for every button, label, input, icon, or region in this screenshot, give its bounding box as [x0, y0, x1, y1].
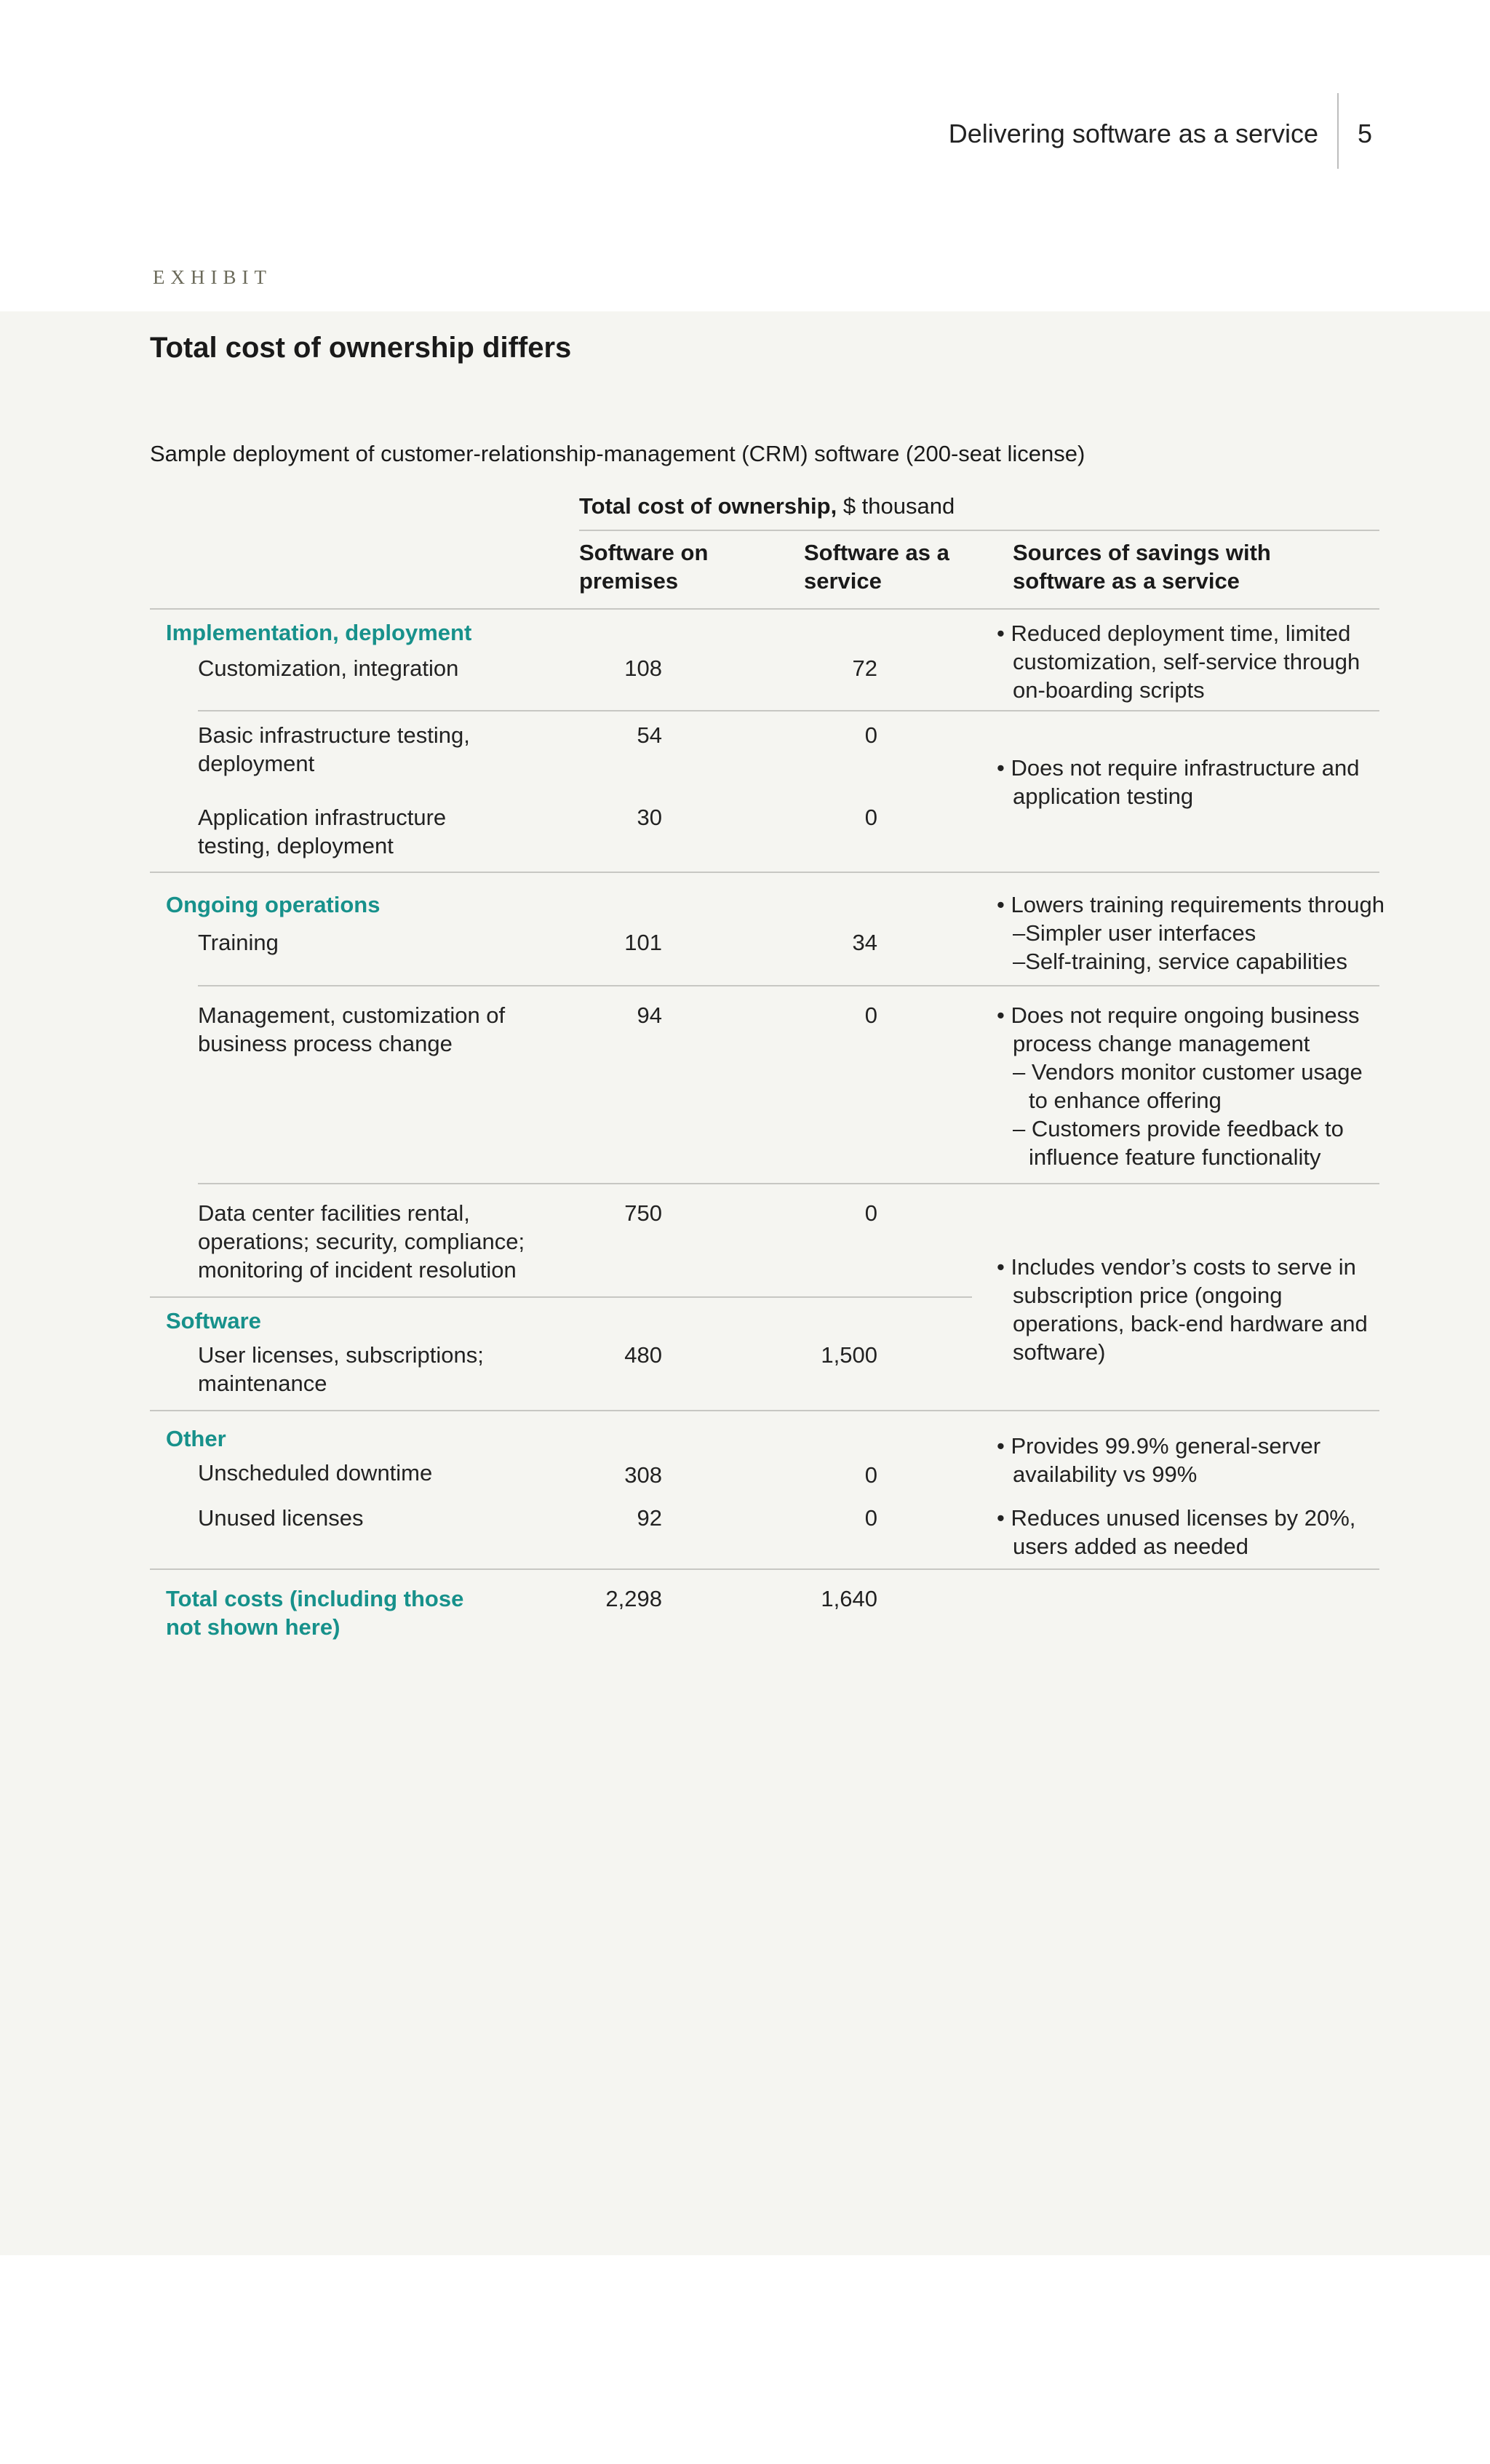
rule-mgmt — [198, 1183, 1379, 1184]
savings-subnote: – Customers provide feedback to influence feature functionality — [1013, 1116, 1344, 1170]
category-other: Other — [166, 1426, 226, 1451]
section-title: Delivering software as a service — [948, 119, 1318, 148]
row-label: Management, customization of business process change — [198, 1002, 506, 1056]
savings-note: • Lowers training requirements through — [997, 892, 1385, 917]
exhibit-title: Total cost of ownership differs — [150, 332, 572, 364]
rule-training — [198, 985, 1379, 986]
row-label: Training — [198, 930, 279, 955]
value-saas: 0 — [864, 1462, 877, 1488]
header-divider — [1337, 93, 1339, 169]
row-label: Data center facilities rental, operations; security, compliance; monitoring of incident resolution — [198, 1200, 525, 1283]
savings-note: • Reduces unused licenses by 20%, users added as needed — [997, 1505, 1356, 1559]
col-header-saas: Software as a service — [804, 540, 949, 594]
savings-subnote: – Vendors monitor customer usage to enhance offering — [1013, 1059, 1363, 1113]
rule-tco — [579, 530, 1379, 531]
exhibit-label: EXHIBIT — [153, 266, 272, 288]
value-on-premises: 308 — [624, 1462, 662, 1488]
value-on-premises: 750 — [624, 1200, 662, 1226]
value-on-premises: 101 — [624, 930, 662, 955]
tco-unit: $ thousand — [837, 493, 955, 519]
total-label: Total costs (including those not shown here) — [166, 1586, 464, 1640]
value-saas: 0 — [864, 1200, 877, 1226]
row-label: Unused licenses — [198, 1505, 364, 1531]
exhibit-subtitle: Sample deployment of customer-relationship-management (CRM) software (200-seat license) — [150, 441, 1085, 466]
value-on-premises: 92 — [637, 1505, 662, 1531]
tco-label: Total cost of ownership, — [579, 493, 837, 519]
savings-note: • Provides 99.9% general-server availability vs 99% — [997, 1433, 1321, 1487]
value-on-premises: 480 — [624, 1342, 662, 1368]
value-saas: 0 — [864, 722, 877, 748]
savings-subnote: –Simpler user interfaces — [1013, 920, 1256, 946]
value-saas: 0 — [864, 1002, 877, 1028]
category-implementation: Implementation, deployment — [166, 620, 472, 645]
col-header-on-premises: Software on premises — [579, 540, 709, 594]
rule-impl-sub — [198, 710, 1379, 711]
category-ongoing-operations: Ongoing operations — [166, 892, 381, 917]
value-saas: 0 — [864, 1505, 877, 1531]
page-number: 5 — [1357, 119, 1372, 148]
row-label: Application infrastructure testing, deployment — [198, 805, 447, 858]
savings-note: • Does not require infrastructure and application testing — [997, 755, 1360, 809]
savings-note: • Reduced deployment time, limited customization, self-service through on-boarding scripts — [997, 621, 1360, 703]
value-saas: 34 — [852, 930, 877, 955]
value-on-premises: 108 — [624, 655, 662, 681]
rule-other-end — [150, 1568, 1379, 1570]
page-header — [949, 116, 1372, 198]
value-saas: 72 — [852, 655, 877, 681]
value-saas: 1,500 — [821, 1342, 877, 1368]
tco-header — [579, 493, 955, 519]
savings-note: • Includes vendor’s costs to serve in subscription price (ongoing operations, back-end hardware and software) — [997, 1254, 1368, 1365]
savings-subnote: –Self-training, service capabilities — [1013, 949, 1348, 974]
value-saas: 0 — [864, 805, 877, 830]
row-label: Unscheduled downtime — [198, 1460, 433, 1486]
total-saas: 1,640 — [821, 1586, 877, 1611]
rule-software-end — [150, 1410, 1379, 1411]
savings-note: • Does not require ongoing business process change management — [997, 1002, 1360, 1056]
value-on-premises: 54 — [637, 722, 662, 748]
row-label: Customization, integration — [198, 655, 459, 681]
value-on-premises: 94 — [637, 1002, 662, 1028]
col-header-savings: Sources of savings with software as a service — [1013, 540, 1271, 594]
category-software: Software — [166, 1308, 261, 1333]
row-label: Basic infrastructure testing, deployment — [198, 722, 470, 776]
rule-datacenter — [150, 1296, 972, 1298]
rule-header — [150, 608, 1379, 610]
row-label: User licenses, subscriptions; maintenance — [198, 1342, 484, 1396]
rule-impl-end — [150, 872, 1379, 873]
total-on-premises: 2,298 — [605, 1586, 662, 1611]
value-on-premises: 30 — [637, 805, 662, 830]
